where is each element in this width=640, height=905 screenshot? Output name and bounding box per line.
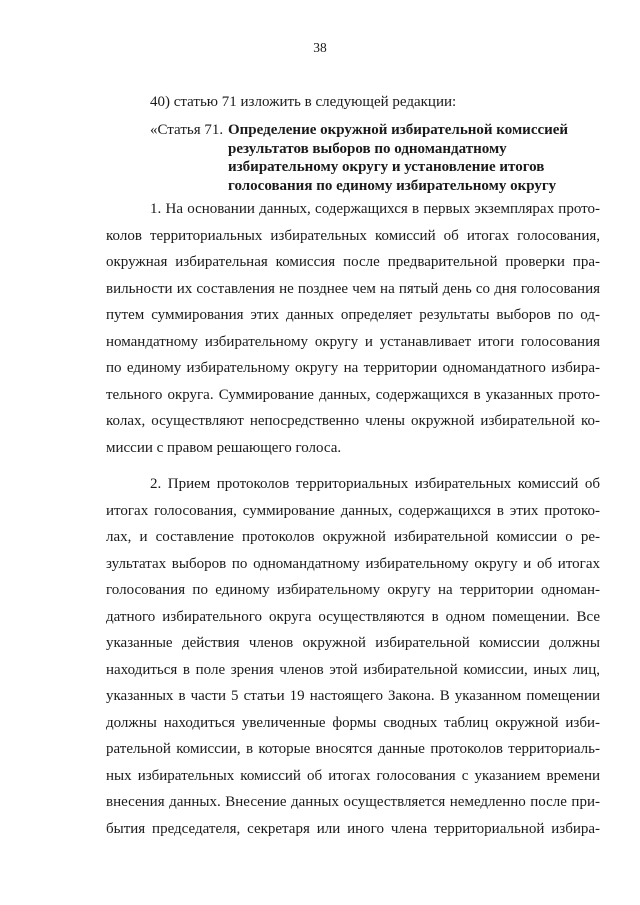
text-line: вильности их составления не позднее чем на пятый день со дня голосования (106, 280, 600, 297)
text-line: голосования по единому избирательному округу на территории одноман- (106, 582, 600, 598)
text-line: миссии с правом решающего голоса. (106, 439, 342, 456)
text-line: 2. Прием протоколов территориальных избирательных комиссий об (150, 476, 600, 492)
article-number: «Статья 71. (150, 122, 224, 138)
text-line: должны находиться увеличенные формы сводных таблиц окружной изби- (106, 714, 600, 731)
text-line: итогах голосования, суммирование данных, содержащихся в этих протоко- (106, 502, 600, 519)
text-line: тельного округа. Суммирование данных, содержащихся в указанных прото- (106, 386, 600, 403)
text-line: по единому избирательному округу на территории одномандатного избира- (106, 360, 600, 376)
text-line: колов территориальных избирательных комиссий об итогах голосования, (106, 227, 600, 244)
amendment-intro: 40) статью 71 изложить в следующей редакции: (150, 94, 457, 110)
article-title-line: голосования по единому избирательному округу (228, 177, 557, 194)
text-line: указанных в части 5 статьи 19 настоящего Закона. В указанном помещении (106, 688, 600, 704)
text-line: находиться в поле зрения членов этой избирательной комиссии, иных лиц, (106, 661, 600, 678)
paragraph-2 (106, 471, 600, 842)
article-title-line: результатов выборов по одномандатному (228, 140, 507, 157)
text-line: 1. На основании данных, содержащихся в первых экземплярах прото- (150, 201, 600, 217)
text-line: бытия председателя, секретаря или иного члена территориальной избира- (106, 820, 600, 837)
article-body (106, 196, 600, 842)
paragraph-1 (106, 196, 600, 461)
article-title-line: Определение окружной избирательной комиссией (228, 122, 569, 138)
text-line: указанные действия членов окружной избирательной комиссии должны (106, 635, 600, 651)
text-line: датного избирательного округа осуществляются в одном помещении. Все (106, 608, 600, 625)
text-line: путем суммирования этих данных определяет результаты выборов по од- (106, 307, 600, 323)
page-number: 38 (313, 40, 327, 55)
text-line: лах, и составление протоколов окружной избирательной комиссии о ре- (106, 529, 600, 545)
text-line: зультатах выборов по одномандатному избирательному округу и об итогах (106, 555, 600, 572)
text-line: колах, осуществляют непосредственно члены окружной избирательной ко- (106, 413, 600, 429)
article-title-line: избирательному округу и установление итогов (228, 159, 545, 175)
text-line: окружная избирательная комиссия после предварительной проверки пра- (106, 254, 600, 270)
article-title (228, 121, 578, 195)
text-line: ных избирательных комиссий об итогах голосования с указанием времени (106, 767, 600, 784)
text-line: рательной комиссии, в которые вносятся данные протоколов территориаль- (106, 741, 600, 757)
text-line: номандатному избирательному округу и устанавливает итоги голосования (106, 333, 600, 350)
text-line: внесения данных. Внесение данных осуществляется немедленно после при- (106, 794, 600, 810)
